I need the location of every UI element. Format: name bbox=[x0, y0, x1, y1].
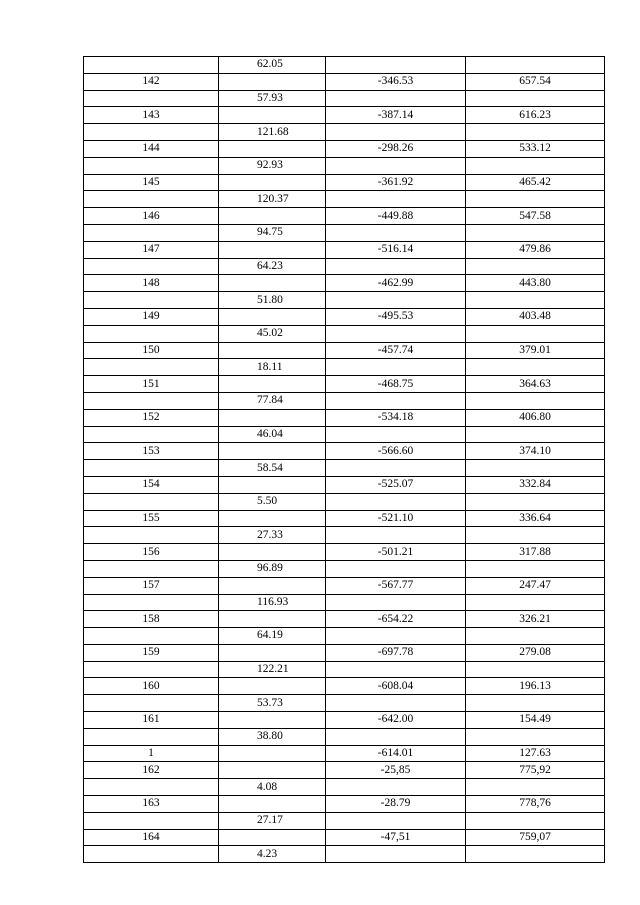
y-coordinate-cell bbox=[466, 325, 605, 342]
point-cell: 153 bbox=[84, 443, 219, 460]
x-coordinate-cell: -361.92 bbox=[326, 174, 466, 191]
y-coordinate-cell bbox=[466, 661, 605, 678]
distance-cell: 27.33 bbox=[219, 527, 326, 544]
point-cell bbox=[84, 560, 219, 577]
x-coordinate-cell bbox=[326, 224, 466, 241]
distance-cell bbox=[219, 208, 326, 225]
point-cell: 148 bbox=[84, 275, 219, 292]
distance-cell: 64.19 bbox=[219, 628, 326, 645]
y-coordinate-cell bbox=[466, 628, 605, 645]
table-row bbox=[84, 376, 605, 393]
distance-cell: 94.75 bbox=[219, 224, 326, 241]
x-coordinate-cell: -25,85 bbox=[326, 762, 466, 779]
point-cell: 157 bbox=[84, 577, 219, 594]
table-row bbox=[84, 661, 605, 678]
table-row bbox=[84, 359, 605, 376]
table-row bbox=[84, 191, 605, 208]
distance-cell bbox=[219, 476, 326, 493]
y-coordinate-cell: 403.48 bbox=[466, 308, 605, 325]
point-cell bbox=[84, 695, 219, 712]
point-cell bbox=[84, 728, 219, 745]
table-row bbox=[84, 90, 605, 107]
y-coordinate-cell bbox=[466, 560, 605, 577]
x-coordinate-cell bbox=[326, 812, 466, 829]
point-cell bbox=[84, 224, 219, 241]
x-coordinate-cell bbox=[326, 124, 466, 141]
table-row bbox=[84, 426, 605, 443]
y-coordinate-cell: 196.13 bbox=[466, 678, 605, 695]
y-coordinate-cell bbox=[466, 594, 605, 611]
x-coordinate-cell: -608.04 bbox=[326, 678, 466, 695]
x-coordinate-cell: -495.53 bbox=[326, 308, 466, 325]
distance-cell: 57.93 bbox=[219, 90, 326, 107]
x-coordinate-cell bbox=[326, 560, 466, 577]
table-row bbox=[84, 745, 605, 762]
y-coordinate-cell: 332.84 bbox=[466, 476, 605, 493]
y-coordinate-cell: 657.54 bbox=[466, 73, 605, 90]
point-cell: 162 bbox=[84, 762, 219, 779]
y-coordinate-cell: 326.21 bbox=[466, 611, 605, 628]
table-row bbox=[84, 342, 605, 359]
distance-cell: 62.05 bbox=[219, 57, 326, 74]
point-cell bbox=[84, 57, 219, 74]
distance-cell: 5.50 bbox=[219, 493, 326, 510]
table-row bbox=[84, 728, 605, 745]
x-coordinate-cell bbox=[326, 258, 466, 275]
table-row bbox=[84, 57, 605, 74]
point-cell bbox=[84, 191, 219, 208]
point-cell bbox=[84, 426, 219, 443]
distance-cell: 64.23 bbox=[219, 258, 326, 275]
distance-cell bbox=[219, 342, 326, 359]
table-row bbox=[84, 476, 605, 493]
point-cell: 164 bbox=[84, 829, 219, 846]
point-cell: 159 bbox=[84, 644, 219, 661]
distance-cell bbox=[219, 577, 326, 594]
x-coordinate-cell bbox=[326, 460, 466, 477]
table-row bbox=[84, 107, 605, 124]
table-row bbox=[84, 796, 605, 813]
point-cell: 143 bbox=[84, 107, 219, 124]
distance-cell: 122.21 bbox=[219, 661, 326, 678]
point-cell bbox=[84, 460, 219, 477]
point-cell bbox=[84, 325, 219, 342]
y-coordinate-cell bbox=[466, 812, 605, 829]
table-row bbox=[84, 560, 605, 577]
x-coordinate-cell bbox=[326, 493, 466, 510]
y-coordinate-cell bbox=[466, 728, 605, 745]
y-coordinate-cell bbox=[466, 57, 605, 74]
x-coordinate-cell: -457.74 bbox=[326, 342, 466, 359]
point-cell: 142 bbox=[84, 73, 219, 90]
x-coordinate-cell bbox=[326, 292, 466, 309]
x-coordinate-cell bbox=[326, 325, 466, 342]
y-coordinate-cell bbox=[466, 359, 605, 376]
table-row bbox=[84, 325, 605, 342]
point-cell: 152 bbox=[84, 409, 219, 426]
point-cell bbox=[84, 359, 219, 376]
x-coordinate-cell: -697.78 bbox=[326, 644, 466, 661]
x-coordinate-cell bbox=[326, 392, 466, 409]
x-coordinate-cell: -387.14 bbox=[326, 107, 466, 124]
point-cell bbox=[84, 628, 219, 645]
y-coordinate-cell bbox=[466, 191, 605, 208]
y-coordinate-cell bbox=[466, 493, 605, 510]
y-coordinate-cell: 364.63 bbox=[466, 376, 605, 393]
distance-cell bbox=[219, 241, 326, 258]
point-cell: 163 bbox=[84, 796, 219, 813]
table-row bbox=[84, 174, 605, 191]
distance-cell bbox=[219, 140, 326, 157]
table-row bbox=[84, 460, 605, 477]
distance-cell bbox=[219, 611, 326, 628]
y-coordinate-cell bbox=[466, 157, 605, 174]
distance-cell bbox=[219, 510, 326, 527]
point-cell: 161 bbox=[84, 712, 219, 729]
table-row bbox=[84, 308, 605, 325]
distance-cell: 46.04 bbox=[219, 426, 326, 443]
point-cell: 154 bbox=[84, 476, 219, 493]
point-cell: 151 bbox=[84, 376, 219, 393]
table-row bbox=[84, 577, 605, 594]
x-coordinate-cell: -521.10 bbox=[326, 510, 466, 527]
point-cell: 150 bbox=[84, 342, 219, 359]
distance-cell bbox=[219, 409, 326, 426]
table-row bbox=[84, 258, 605, 275]
coordinate-table-body bbox=[84, 57, 605, 863]
y-coordinate-cell bbox=[466, 292, 605, 309]
table-row bbox=[84, 140, 605, 157]
point-cell bbox=[84, 846, 219, 863]
y-coordinate-cell bbox=[466, 224, 605, 241]
distance-cell: 53.73 bbox=[219, 695, 326, 712]
distance-cell: 121.68 bbox=[219, 124, 326, 141]
distance-cell: 120.37 bbox=[219, 191, 326, 208]
table-row bbox=[84, 611, 605, 628]
y-coordinate-cell: 374.10 bbox=[466, 443, 605, 460]
x-coordinate-cell: -516.14 bbox=[326, 241, 466, 258]
x-coordinate-cell bbox=[326, 779, 466, 796]
y-coordinate-cell bbox=[466, 846, 605, 863]
point-cell bbox=[84, 661, 219, 678]
distance-cell: 92.93 bbox=[219, 157, 326, 174]
x-coordinate-cell bbox=[326, 191, 466, 208]
x-coordinate-cell: -298.26 bbox=[326, 140, 466, 157]
table-row bbox=[84, 594, 605, 611]
y-coordinate-cell bbox=[466, 90, 605, 107]
point-cell bbox=[84, 157, 219, 174]
y-coordinate-cell bbox=[466, 258, 605, 275]
distance-cell: 77.84 bbox=[219, 392, 326, 409]
table-row bbox=[84, 544, 605, 561]
y-coordinate-cell bbox=[466, 460, 605, 477]
y-coordinate-cell: 775,92 bbox=[466, 762, 605, 779]
distance-cell: 96.89 bbox=[219, 560, 326, 577]
distance-cell: 58.54 bbox=[219, 460, 326, 477]
table-row bbox=[84, 695, 605, 712]
x-coordinate-cell bbox=[326, 594, 466, 611]
point-cell: 158 bbox=[84, 611, 219, 628]
point-cell bbox=[84, 527, 219, 544]
table-row bbox=[84, 409, 605, 426]
y-coordinate-cell: 406.80 bbox=[466, 409, 605, 426]
x-coordinate-cell: -462.99 bbox=[326, 275, 466, 292]
table-row bbox=[84, 628, 605, 645]
x-coordinate-cell: -28.79 bbox=[326, 796, 466, 813]
y-coordinate-cell: 317.88 bbox=[466, 544, 605, 561]
y-coordinate-cell: 443.80 bbox=[466, 275, 605, 292]
distance-cell bbox=[219, 745, 326, 762]
y-coordinate-cell: 778,76 bbox=[466, 796, 605, 813]
distance-cell bbox=[219, 762, 326, 779]
distance-cell bbox=[219, 796, 326, 813]
y-coordinate-cell: 127.63 bbox=[466, 745, 605, 762]
point-cell: 146 bbox=[84, 208, 219, 225]
y-coordinate-cell: 379.01 bbox=[466, 342, 605, 359]
x-coordinate-cell bbox=[326, 90, 466, 107]
x-coordinate-cell: -525.07 bbox=[326, 476, 466, 493]
point-cell bbox=[84, 594, 219, 611]
y-coordinate-cell: 247.47 bbox=[466, 577, 605, 594]
point-cell: 149 bbox=[84, 308, 219, 325]
coordinate-table bbox=[83, 56, 605, 863]
point-cell: 156 bbox=[84, 544, 219, 561]
y-coordinate-cell bbox=[466, 426, 605, 443]
table-row bbox=[84, 527, 605, 544]
distance-cell bbox=[219, 829, 326, 846]
x-coordinate-cell bbox=[326, 57, 466, 74]
distance-cell: 45.02 bbox=[219, 325, 326, 342]
distance-cell bbox=[219, 678, 326, 695]
x-coordinate-cell bbox=[326, 728, 466, 745]
x-coordinate-cell: -47,51 bbox=[326, 829, 466, 846]
x-coordinate-cell bbox=[326, 661, 466, 678]
point-cell: 155 bbox=[84, 510, 219, 527]
point-cell bbox=[84, 779, 219, 796]
distance-cell bbox=[219, 376, 326, 393]
x-coordinate-cell: -614.01 bbox=[326, 745, 466, 762]
x-coordinate-cell: -534.18 bbox=[326, 409, 466, 426]
table-row bbox=[84, 812, 605, 829]
y-coordinate-cell: 479.86 bbox=[466, 241, 605, 258]
x-coordinate-cell: -567.77 bbox=[326, 577, 466, 594]
x-coordinate-cell bbox=[326, 846, 466, 863]
x-coordinate-cell: -566.60 bbox=[326, 443, 466, 460]
distance-cell: 4.08 bbox=[219, 779, 326, 796]
table-row bbox=[84, 712, 605, 729]
point-cell bbox=[84, 493, 219, 510]
distance-cell bbox=[219, 712, 326, 729]
table-row bbox=[84, 443, 605, 460]
point-cell bbox=[84, 90, 219, 107]
distance-cell bbox=[219, 308, 326, 325]
table-row bbox=[84, 510, 605, 527]
x-coordinate-cell bbox=[326, 695, 466, 712]
distance-cell: 116.93 bbox=[219, 594, 326, 611]
point-cell: 145 bbox=[84, 174, 219, 191]
y-coordinate-cell: 547.58 bbox=[466, 208, 605, 225]
table-row bbox=[84, 678, 605, 695]
x-coordinate-cell bbox=[326, 527, 466, 544]
distance-cell bbox=[219, 443, 326, 460]
y-coordinate-cell: 465.42 bbox=[466, 174, 605, 191]
y-coordinate-cell: 616.23 bbox=[466, 107, 605, 124]
table-row bbox=[84, 208, 605, 225]
x-coordinate-cell: -468.75 bbox=[326, 376, 466, 393]
y-coordinate-cell: 759,07 bbox=[466, 829, 605, 846]
point-cell: 144 bbox=[84, 140, 219, 157]
y-coordinate-cell bbox=[466, 527, 605, 544]
y-coordinate-cell: 154.49 bbox=[466, 712, 605, 729]
y-coordinate-cell: 279.08 bbox=[466, 644, 605, 661]
distance-cell bbox=[219, 275, 326, 292]
distance-cell bbox=[219, 174, 326, 191]
distance-cell: 18.11 bbox=[219, 359, 326, 376]
y-coordinate-cell bbox=[466, 124, 605, 141]
table-row bbox=[84, 73, 605, 90]
distance-cell bbox=[219, 107, 326, 124]
x-coordinate-cell: -654.22 bbox=[326, 611, 466, 628]
x-coordinate-cell bbox=[326, 426, 466, 443]
table-row bbox=[84, 292, 605, 309]
point-cell bbox=[84, 292, 219, 309]
x-coordinate-cell: -346.53 bbox=[326, 73, 466, 90]
distance-cell: 27.17 bbox=[219, 812, 326, 829]
distance-cell bbox=[219, 544, 326, 561]
x-coordinate-cell: -642.00 bbox=[326, 712, 466, 729]
point-cell: 1 bbox=[84, 745, 219, 762]
y-coordinate-cell bbox=[466, 392, 605, 409]
x-coordinate-cell bbox=[326, 359, 466, 376]
y-coordinate-cell: 533.12 bbox=[466, 140, 605, 157]
point-cell: 147 bbox=[84, 241, 219, 258]
table-row bbox=[84, 124, 605, 141]
table-row bbox=[84, 762, 605, 779]
point-cell bbox=[84, 124, 219, 141]
y-coordinate-cell: 336.64 bbox=[466, 510, 605, 527]
table-row bbox=[84, 392, 605, 409]
distance-cell: 38.80 bbox=[219, 728, 326, 745]
y-coordinate-cell bbox=[466, 695, 605, 712]
point-cell bbox=[84, 812, 219, 829]
x-coordinate-cell bbox=[326, 628, 466, 645]
distance-cell bbox=[219, 644, 326, 661]
distance-cell: 4.23 bbox=[219, 846, 326, 863]
y-coordinate-cell bbox=[466, 779, 605, 796]
point-cell bbox=[84, 392, 219, 409]
table-row bbox=[84, 275, 605, 292]
table-row bbox=[84, 241, 605, 258]
distance-cell: 51.80 bbox=[219, 292, 326, 309]
table-row bbox=[84, 779, 605, 796]
x-coordinate-cell: -449.88 bbox=[326, 208, 466, 225]
table-row bbox=[84, 224, 605, 241]
point-cell bbox=[84, 258, 219, 275]
table-row bbox=[84, 157, 605, 174]
distance-cell bbox=[219, 73, 326, 90]
table-row bbox=[84, 829, 605, 846]
table-row bbox=[84, 644, 605, 661]
x-coordinate-cell: -501.21 bbox=[326, 544, 466, 561]
table-row bbox=[84, 846, 605, 863]
point-cell: 160 bbox=[84, 678, 219, 695]
table-row bbox=[84, 493, 605, 510]
x-coordinate-cell bbox=[326, 157, 466, 174]
